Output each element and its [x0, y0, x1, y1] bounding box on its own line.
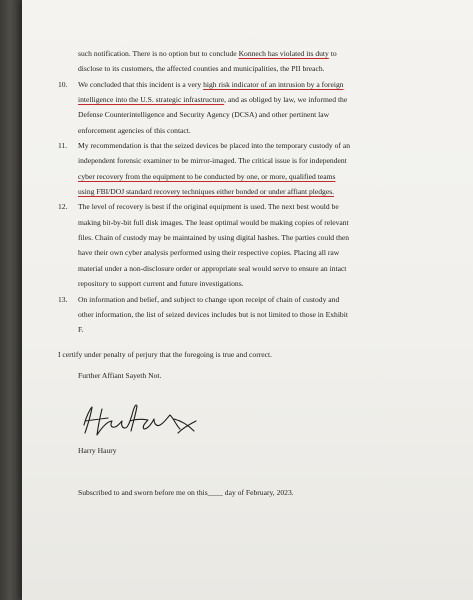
affidavit-body	[58, 46, 416, 500]
signer-name: Harry Haury	[78, 446, 117, 456]
paragraph-number: 10.	[58, 79, 68, 89]
paragraph-number: 12.	[58, 202, 68, 212]
line-text: material under a non-disclosure order or appropriate seal would serve to ensure an intact	[78, 263, 347, 273]
paragraph-line	[78, 245, 416, 260]
numbered-paragraphs	[58, 77, 416, 338]
paragraph-11	[58, 138, 416, 199]
line-text: On information and belief, and subject to change upon receipt of chain of custody and	[78, 294, 340, 304]
paragraph-number: 11.	[58, 141, 68, 151]
paragraph-10	[58, 77, 416, 138]
handwritten-signature	[70, 397, 200, 447]
affiant-closing: Further Affiant Sayeth Not.	[78, 370, 162, 380]
paragraph-line	[78, 92, 416, 107]
paragraph-13	[58, 292, 416, 338]
continuation-paragraph	[58, 46, 416, 77]
paragraph-line	[78, 138, 416, 153]
paragraph-line	[78, 169, 416, 184]
paragraph-line	[78, 322, 416, 337]
paragraph-line	[78, 307, 416, 322]
paragraph-line	[78, 199, 416, 214]
underlined-phrase: using FBI/DOJ standard recovery techniques either bonded or under affiant pledges.	[78, 187, 335, 197]
paragraph-line	[78, 184, 416, 199]
line-text: We concluded that this incident is a very	[78, 79, 204, 89]
paragraph-line	[78, 276, 416, 291]
line-text: F.	[78, 325, 84, 335]
line-text: independent forensic examiner to be mirror-imaged. The critical issue is for independent	[78, 156, 347, 166]
line-text: enforcement agencies of this contact.	[78, 125, 191, 135]
paragraph-number: 13.	[58, 294, 68, 304]
line-text: other information, the list of seized devices includes but is not limited to those in Exhibit	[78, 309, 348, 319]
line-text: Defense Counterintelligence and Security Agency (DCSA) and other pertinent law	[78, 110, 330, 120]
paragraph-line	[78, 215, 416, 230]
underlined-phrase: intelligence into the U.S. strategic infrastructure	[78, 95, 225, 105]
paragraph-line	[78, 107, 416, 122]
underlined-phrase: high risk indicator of an intrusion by a foreign	[203, 79, 344, 89]
signature-area	[58, 397, 416, 445]
paragraph-line	[78, 77, 416, 92]
paragraph-line	[78, 261, 416, 276]
continuation-line-1: such notification. There is no option but to conclude Konnech has violated its duty to	[78, 49, 337, 58]
paragraph-12	[58, 199, 416, 291]
paragraph-line	[78, 123, 416, 138]
line-text: files. Chain of custody may be maintained by using digital hashes. The parties could then	[78, 233, 350, 243]
paragraph-line	[78, 292, 416, 307]
line-text: making bit-by-bit full disk images. The least optimal would be making copies of relevant	[78, 217, 349, 227]
notary-subscribed-line: Subscribed to and sworn before me on this____ day of February, 2023.	[78, 487, 294, 497]
underlined-phrase: Konnech has violated its duty	[238, 49, 329, 58]
underlined-phrase: cyber recovery from the equipment to be conducted by one, or more, qualified teams	[78, 171, 336, 181]
paragraph-line	[78, 153, 416, 168]
line-text: The level of recovery is best if the original equipment is used. The next best would be	[78, 202, 339, 212]
continuation-line-2: disclose to its customers, the affected counties and municipalities, the PII breach.	[78, 64, 325, 74]
paragraph-line	[78, 230, 416, 245]
certification-statement: I certify under penalty of perjury that the foregoing is true and correct.	[58, 349, 273, 359]
line-text: My recommendation is that the seized devices be placed into the temporary custody of an	[78, 141, 351, 151]
line-text: have their own cyber analysis performed using their respective copies. Placing all raw	[78, 248, 340, 258]
line-text: , and as obliged by law, we informed the	[224, 95, 348, 105]
line-text: repository to support current and future investigations.	[78, 279, 244, 289]
